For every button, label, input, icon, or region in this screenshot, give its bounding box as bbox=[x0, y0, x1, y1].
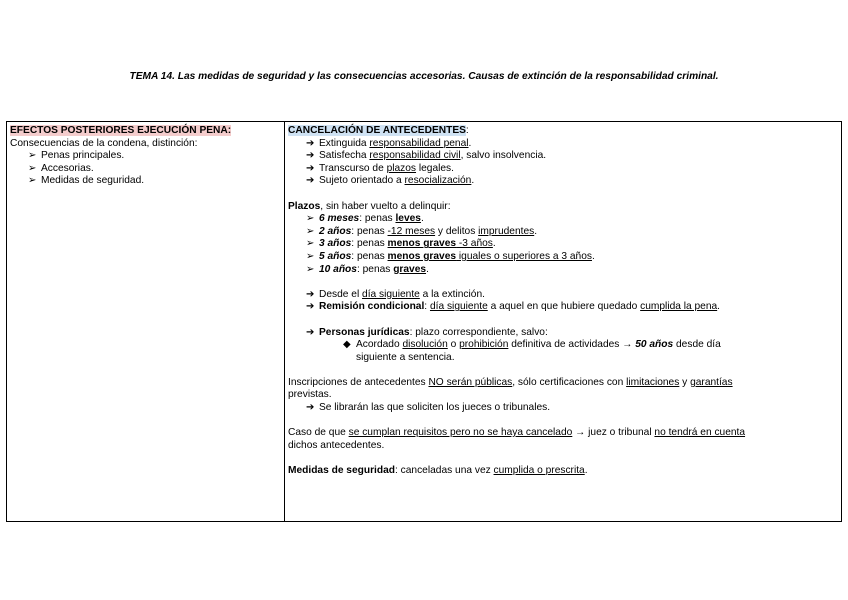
list-item: ➢ Penas principales. bbox=[28, 150, 125, 162]
cancel-heading-row: CANCELACIÓN DE ANTECEDENTES: bbox=[288, 125, 469, 136]
bullet-arrowhead-icon: ➢ bbox=[306, 225, 315, 237]
medidas-text: Medidas de seguridad: canceladas una vez cumplida o prescrita. bbox=[288, 465, 588, 477]
arrow-icon: ➔ bbox=[306, 326, 315, 338]
bullet-arrowhead-icon: ➢ bbox=[306, 213, 315, 225]
arrow-icon: ➔ bbox=[306, 175, 315, 187]
plazos-heading: Plazos, sin haber vuelto a delinquir: bbox=[288, 200, 451, 212]
personas-subitem-cont: siguiente a sentencia. bbox=[356, 351, 455, 363]
list-item: ➢ Medidas de seguridad. bbox=[28, 175, 145, 187]
bullet-arrowhead-icon: ➢ bbox=[306, 238, 315, 250]
plazo-item: ➢ 2 años: penas -12 meses y delitos imprudentes. bbox=[306, 225, 538, 237]
inscripciones-item: ➔ Se librarán las que soliciten los jueces o tribunales. bbox=[306, 402, 551, 414]
arrow-icon: ➔ bbox=[306, 402, 315, 414]
arrow-icon: ➔ bbox=[306, 150, 315, 162]
bullet-arrowhead-icon: ➢ bbox=[28, 162, 37, 174]
desde-item: ➔ Desde el día siguiente a la extinción. bbox=[306, 288, 485, 300]
plazo-item: ➢ 5 años: penas menos graves iguales o superiores a 3 años. bbox=[306, 250, 595, 262]
diamond-bullet-icon: ◆ bbox=[343, 339, 351, 351]
left-intro: Consecuencias de la condena, distinción: bbox=[10, 137, 198, 149]
plazo-item: ➢ 10 años: penas graves. bbox=[306, 263, 429, 275]
personas-item: ➔ Personas jurídicas: plazo correspondiente, salvo: bbox=[306, 326, 548, 338]
right-column bbox=[285, 122, 842, 522]
inscripciones-text: Inscripciones de antecedentes NO serán públicas, sólo certificaciones con limitaciones y garantías bbox=[288, 376, 733, 388]
plazo-item: ➢ 3 años: penas menos graves -3 años. bbox=[306, 238, 496, 250]
requirement-item: ➔ Sujeto orientado a resocialización. bbox=[306, 175, 475, 187]
requirement-item: ➔ Satisfecha responsabilidad civil, salvo insolvencia. bbox=[306, 150, 547, 162]
document-title: TEMA 14. Las medidas de seguridad y las consecuencias accesorias. Causas de extinción de la responsabilidad criminal. bbox=[129, 71, 719, 82]
plazo-item: ➢ 6 meses: penas leves. bbox=[306, 213, 424, 225]
arrow-icon: ➔ bbox=[306, 288, 315, 300]
list-item: ➢ Accesorias. bbox=[28, 162, 94, 174]
bullet-arrowhead-icon: ➢ bbox=[28, 175, 37, 187]
cancel-heading: CANCELACIÓN DE ANTECEDENTES bbox=[288, 125, 466, 136]
caso-text-cont: dichos antecedentes. bbox=[288, 439, 385, 451]
inscripciones-text-cont: previstas. bbox=[288, 389, 332, 401]
arrow-icon: ➔ bbox=[306, 137, 315, 149]
requirement-item: ➔ Transcurso de plazos legales. bbox=[306, 162, 454, 174]
summary-table bbox=[6, 121, 842, 522]
requirement-item: ➔ Extinguida responsabilidad penal. bbox=[306, 137, 472, 149]
arrow-icon: ➔ bbox=[306, 301, 315, 313]
personas-subitem: ◆ Acordado disolución o prohibición definitiva de actividades → 50 años desde día bbox=[343, 339, 721, 351]
left-heading: EFECTOS POSTERIORES EJECUCIÓN PENA: bbox=[10, 125, 232, 136]
bullet-arrowhead-icon: ➢ bbox=[306, 250, 315, 262]
bullet-arrowhead-icon: ➢ bbox=[306, 263, 315, 275]
desde-item: ➔ Remisión condicional: día siguiente a aquel en que hubiere quedado cumplida la pena. bbox=[306, 301, 721, 313]
left-column bbox=[7, 122, 285, 522]
bullet-arrowhead-icon: ➢ bbox=[28, 150, 37, 162]
arrow-icon: ➔ bbox=[306, 162, 315, 174]
caso-text: Caso de que se cumplan requisitos pero no se haya cancelado → juez o tribunal no tendrá en cuenta bbox=[288, 427, 746, 439]
